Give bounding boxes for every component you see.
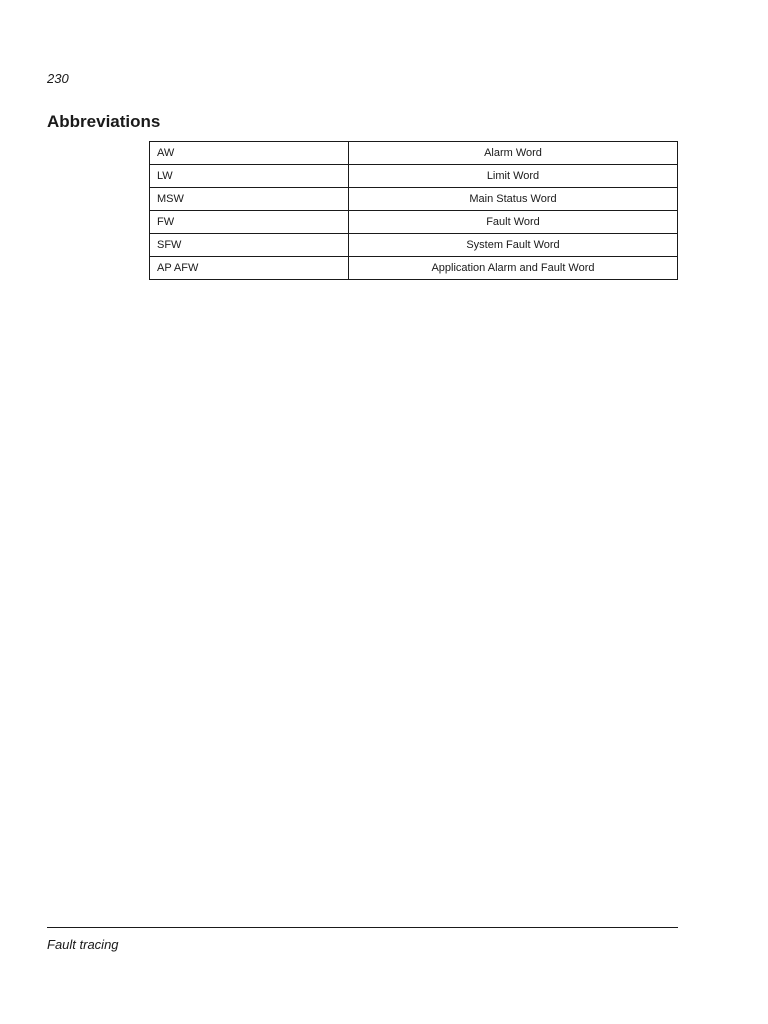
meaning-cell: Alarm Word: [349, 142, 678, 165]
abbreviation-cell: AP AFW: [150, 257, 349, 280]
meaning-cell: Fault Word: [349, 211, 678, 234]
meaning-cell: Limit Word: [349, 165, 678, 188]
table-row: [150, 165, 678, 188]
page-number: 230: [47, 71, 69, 86]
table-row: [150, 211, 678, 234]
abbreviation-cell: MSW: [150, 188, 349, 211]
abbreviation-cell: LW: [150, 165, 349, 188]
abbreviation-cell: AW: [150, 142, 349, 165]
abbreviations-table: [149, 141, 678, 280]
abbreviation-cell: FW: [150, 211, 349, 234]
footer-divider: [47, 927, 678, 928]
footer-section-name: Fault tracing: [47, 937, 119, 952]
table-row: [150, 257, 678, 280]
meaning-cell: System Fault Word: [349, 234, 678, 257]
abbreviation-cell: SFW: [150, 234, 349, 257]
meaning-cell: Application Alarm and Fault Word: [349, 257, 678, 280]
section-title: Abbreviations: [47, 112, 161, 131]
table-row: [150, 188, 678, 211]
meaning-cell: Main Status Word: [349, 188, 678, 211]
table-row: [150, 234, 678, 257]
table-row: [150, 142, 678, 165]
